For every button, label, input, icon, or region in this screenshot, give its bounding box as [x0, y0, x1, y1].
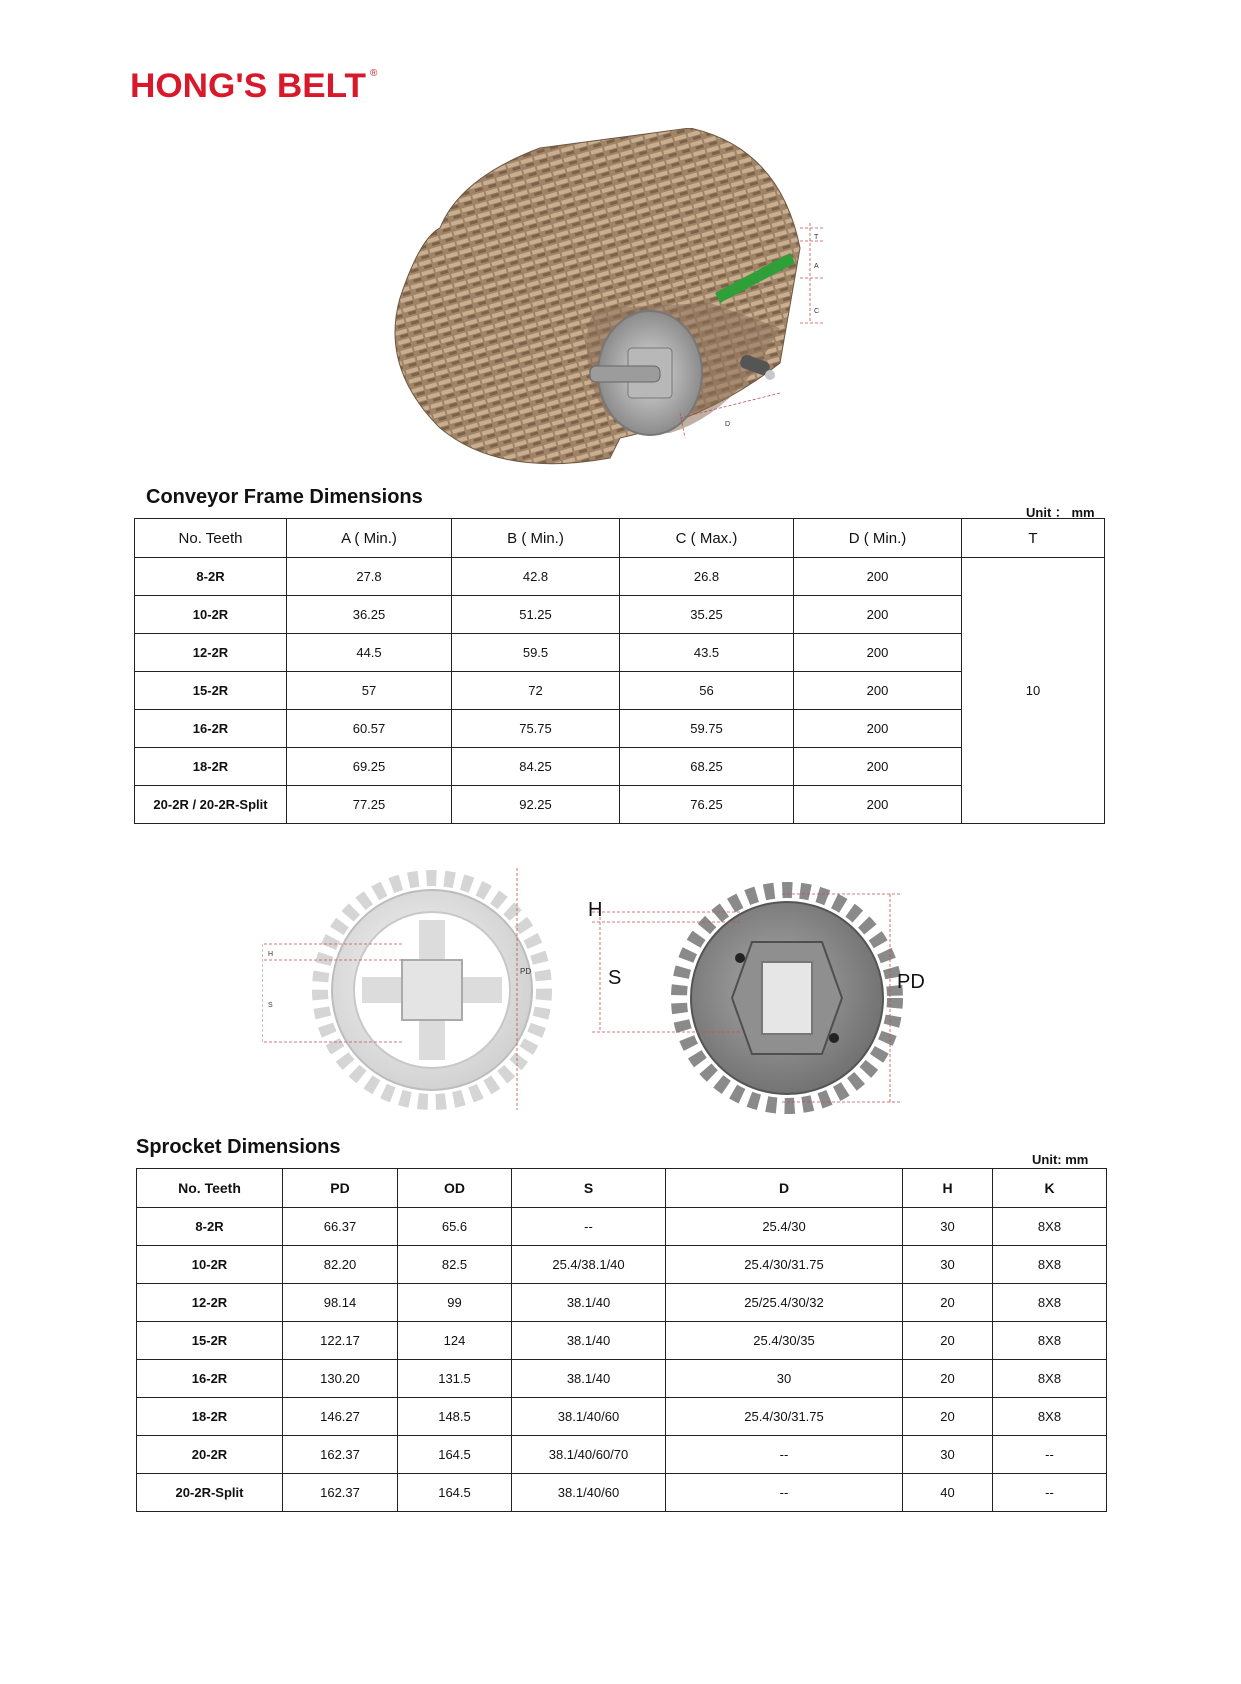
table-cell: 99: [398, 1284, 512, 1322]
table-cell: 20-2R: [137, 1436, 283, 1474]
table-cell: 35.25: [620, 596, 794, 634]
table-cell: 8-2R: [135, 558, 287, 596]
column-header: PD: [283, 1169, 398, 1208]
column-header: H: [903, 1169, 993, 1208]
table-cell: 8X8: [993, 1322, 1107, 1360]
table-cell: 18-2R: [135, 748, 287, 786]
conveyor-frame-title: Conveyor Frame Dimensions: [146, 486, 423, 508]
table-cell: 30: [903, 1436, 993, 1474]
table-cell: --: [993, 1436, 1107, 1474]
table-cell: 25.4/30/31.75: [666, 1398, 903, 1436]
label-a: A: [814, 263, 819, 270]
table-cell: 25.4/38.1/40: [512, 1246, 666, 1284]
table-cell: 15-2R: [137, 1322, 283, 1360]
table-cell: 30: [903, 1208, 993, 1246]
table-cell: 10-2R: [135, 596, 287, 634]
table-cell: 40: [903, 1474, 993, 1512]
table-cell: 38.1/40/60: [512, 1474, 666, 1512]
table-row: [137, 1474, 1107, 1512]
table-row: [135, 710, 1105, 748]
table-cell: 200: [794, 558, 962, 596]
table-row: [137, 1360, 1107, 1398]
table-cell: --: [666, 1474, 903, 1512]
table-cell: 10-2R: [137, 1246, 283, 1284]
sprocket-title: Sprocket Dimensions: [136, 1136, 341, 1158]
table-cell: 57: [287, 672, 452, 710]
grey-label-h: H: [588, 899, 603, 921]
table-cell: 162.37: [283, 1474, 398, 1512]
label-c: C: [814, 308, 820, 315]
sprocket-table: [136, 1168, 1107, 1512]
table-cell: 20: [903, 1322, 993, 1360]
grey-label-pd: PD: [897, 971, 925, 993]
column-header: OD: [398, 1169, 512, 1208]
table-cell: --: [666, 1436, 903, 1474]
column-header: B ( Min.): [452, 519, 620, 558]
table-cell: 18-2R: [137, 1398, 283, 1436]
table-cell: 20: [903, 1360, 993, 1398]
table-cell: 51.25: [452, 596, 620, 634]
table-cell: 44.5: [287, 634, 452, 672]
sprocket-illustrations: [262, 862, 982, 1124]
table-cell: 66.37: [283, 1208, 398, 1246]
table-cell: 20-2R-Split: [137, 1474, 283, 1512]
table-row: [135, 786, 1105, 824]
table-cell: 12-2R: [135, 634, 287, 672]
column-header: A ( Min.): [287, 519, 452, 558]
table-cell: 76.25: [620, 786, 794, 824]
table-cell: 38.1/40: [512, 1360, 666, 1398]
grey-label-s: S: [608, 967, 622, 989]
table-cell: 8X8: [993, 1208, 1107, 1246]
column-header: S: [512, 1169, 666, 1208]
column-header: T: [962, 519, 1105, 558]
table-cell: 130.20: [283, 1360, 398, 1398]
table-cell: 27.8: [287, 558, 452, 596]
table-row: [135, 558, 1105, 596]
table-cell: 65.6: [398, 1208, 512, 1246]
table-cell: 16-2R: [135, 710, 287, 748]
table-cell: 38.1/40/60/70: [512, 1436, 666, 1474]
table-header-row: [137, 1169, 1107, 1208]
table-cell: 60.57: [287, 710, 452, 748]
conveyor-frame-unit: Unit ： mm: [1026, 505, 1095, 520]
column-header: D: [666, 1169, 903, 1208]
table-cell: 38.1/40/60: [512, 1398, 666, 1436]
table-cell: 25/25.4/30/32: [666, 1284, 903, 1322]
white-label-s: S: [268, 1002, 273, 1009]
table-cell: 26.8: [620, 558, 794, 596]
table-cell: 25.4/30: [666, 1208, 903, 1246]
table-cell: 20: [903, 1398, 993, 1436]
table-row: [135, 596, 1105, 634]
table-cell: 148.5: [398, 1398, 512, 1436]
table-row: [137, 1246, 1107, 1284]
table-cell: 16-2R: [137, 1360, 283, 1398]
table-row: [137, 1398, 1107, 1436]
table-row: [137, 1322, 1107, 1360]
column-header: C ( Max.): [620, 519, 794, 558]
column-header: No. Teeth: [137, 1169, 283, 1208]
table-cell: 98.14: [283, 1284, 398, 1322]
table-cell: 68.25: [620, 748, 794, 786]
belt-illustration: [380, 128, 900, 488]
table-cell: 124: [398, 1322, 512, 1360]
label-d: D: [725, 421, 731, 428]
grey-sprocket: [679, 890, 895, 1106]
label-t: T: [814, 234, 819, 241]
table-cell: --: [993, 1474, 1107, 1512]
column-header: K: [993, 1169, 1107, 1208]
conveyor-frame-table: [134, 518, 1105, 824]
table-cell: 59.75: [620, 710, 794, 748]
table-row: [135, 634, 1105, 672]
table-cell: 164.5: [398, 1474, 512, 1512]
t-value-cell: 10: [962, 558, 1105, 824]
table-cell: 146.27: [283, 1398, 398, 1436]
table-header-row: [135, 519, 1105, 558]
table-cell: 20-2R / 20-2R-Split: [135, 786, 287, 824]
table-cell: 200: [794, 748, 962, 786]
table-cell: 77.25: [287, 786, 452, 824]
table-cell: 59.5: [452, 634, 620, 672]
table-row: [135, 672, 1105, 710]
sprocket-unit: Unit: mm: [1032, 1152, 1089, 1167]
table-cell: 30: [666, 1360, 903, 1398]
table-cell: 43.5: [620, 634, 794, 672]
table-cell: 42.8: [452, 558, 620, 596]
table-cell: 84.25: [452, 748, 620, 786]
table-cell: 164.5: [398, 1436, 512, 1474]
table-cell: 200: [794, 710, 962, 748]
table-cell: 25.4/30/31.75: [666, 1246, 903, 1284]
table-cell: 200: [794, 786, 962, 824]
table-cell: 200: [794, 596, 962, 634]
table-row: [137, 1436, 1107, 1474]
table-cell: 38.1/40: [512, 1322, 666, 1360]
table-cell: 8X8: [993, 1284, 1107, 1322]
table-cell: 8X8: [993, 1398, 1107, 1436]
table-row: [135, 748, 1105, 786]
table-cell: 30: [903, 1246, 993, 1284]
table-cell: 56: [620, 672, 794, 710]
table-cell: 8X8: [993, 1360, 1107, 1398]
table-cell: 15-2R: [135, 672, 287, 710]
table-cell: 82.20: [283, 1246, 398, 1284]
belt-body: [395, 128, 800, 464]
column-header: No. Teeth: [135, 519, 287, 558]
table-cell: 92.25: [452, 786, 620, 824]
table-cell: 8X8: [993, 1246, 1107, 1284]
white-sprocket: [320, 878, 544, 1102]
table-cell: 38.1/40: [512, 1284, 666, 1322]
column-header: D ( Min.): [794, 519, 962, 558]
white-label-h: H: [268, 951, 274, 958]
table-cell: --: [512, 1208, 666, 1246]
table-cell: 82.5: [398, 1246, 512, 1284]
table-cell: 20: [903, 1284, 993, 1322]
table-cell: 200: [794, 634, 962, 672]
table-cell: 12-2R: [137, 1284, 283, 1322]
table-cell: 8-2R: [137, 1208, 283, 1246]
registered-mark: ®: [370, 68, 378, 79]
table-row: [137, 1284, 1107, 1322]
table-cell: 131.5: [398, 1360, 512, 1398]
brand-name: HONG'S BELT: [130, 67, 367, 104]
table-cell: 75.75: [452, 710, 620, 748]
brand-logo: [130, 64, 390, 104]
white-label-pd: PD: [520, 967, 532, 976]
table-row: [137, 1208, 1107, 1246]
table-cell: 122.17: [283, 1322, 398, 1360]
table-cell: 200: [794, 672, 962, 710]
table-cell: 69.25: [287, 748, 452, 786]
table-cell: 36.25: [287, 596, 452, 634]
table-cell: 72: [452, 672, 620, 710]
table-cell: 162.37: [283, 1436, 398, 1474]
table-cell: 25.4/30/35: [666, 1322, 903, 1360]
